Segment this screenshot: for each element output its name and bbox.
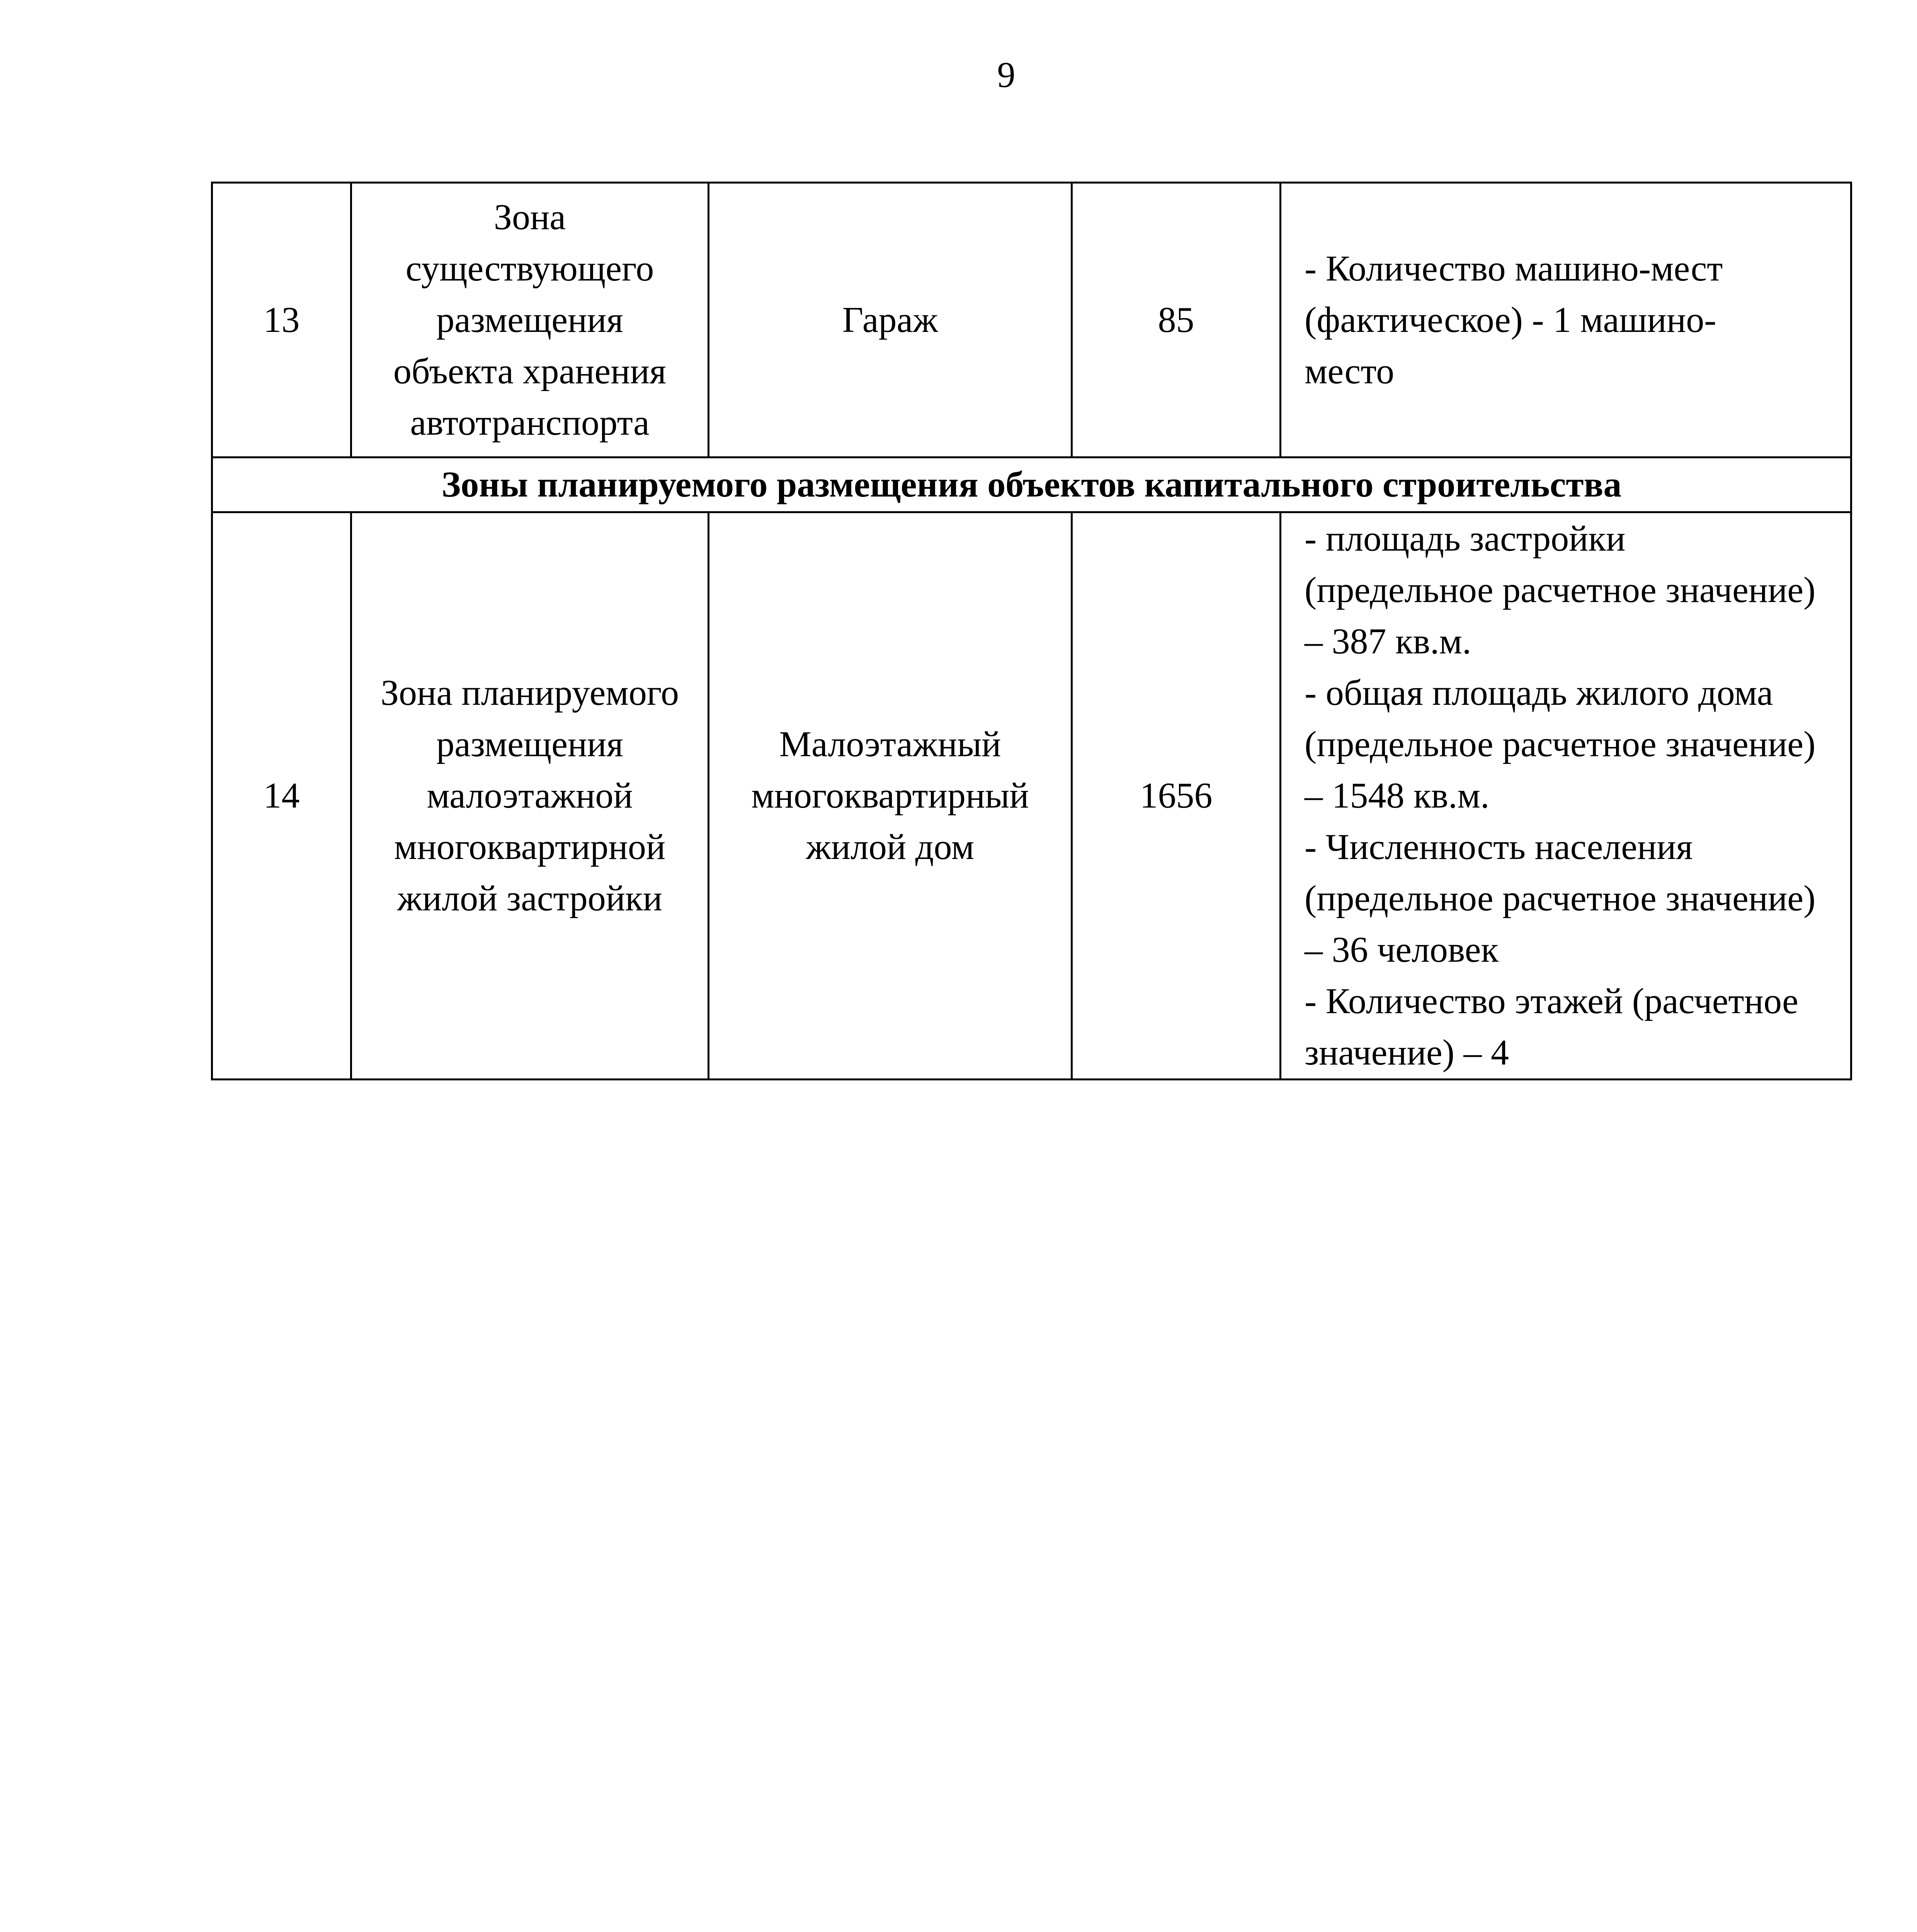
section-header-row bbox=[212, 457, 1851, 512]
parameters-cell: - площадь застройки (предельное расчетное значение) – 387 кв.м. - общая площадь жилого дома (предельное расчетное значение) – 1548 кв.м. - Численность населения (предельное расчетное значение) – 36 человек - Количество этажей (расчетное значение) – 4 bbox=[1281, 512, 1851, 1080]
zone-name-cell: Зона существующего размещения объекта хранения автотранспорта bbox=[351, 183, 709, 457]
row-number-cell: 14 bbox=[212, 512, 351, 1080]
zones-table bbox=[211, 182, 1852, 1080]
table-row bbox=[212, 183, 1851, 457]
value-cell: 85 bbox=[1072, 183, 1281, 457]
table-row bbox=[212, 512, 1851, 1080]
section-title: Зоны планируемого размещения объектов капитального строительства bbox=[212, 457, 1851, 512]
row-number-cell: 13 bbox=[212, 183, 351, 457]
zone-name-cell: Зона планируемого размещения малоэтажной многоквартирной жилой застройки bbox=[351, 512, 709, 1080]
object-name-cell: Малоэтажный многоквартирный жилой дом bbox=[709, 512, 1072, 1080]
page-number: 9 bbox=[997, 55, 1015, 95]
object-name-cell: Гараж bbox=[709, 183, 1072, 457]
value-cell: 1656 bbox=[1072, 512, 1281, 1080]
parameters-cell: - Количество машино-мест (фактическое) - 1 машино- место bbox=[1281, 183, 1851, 457]
